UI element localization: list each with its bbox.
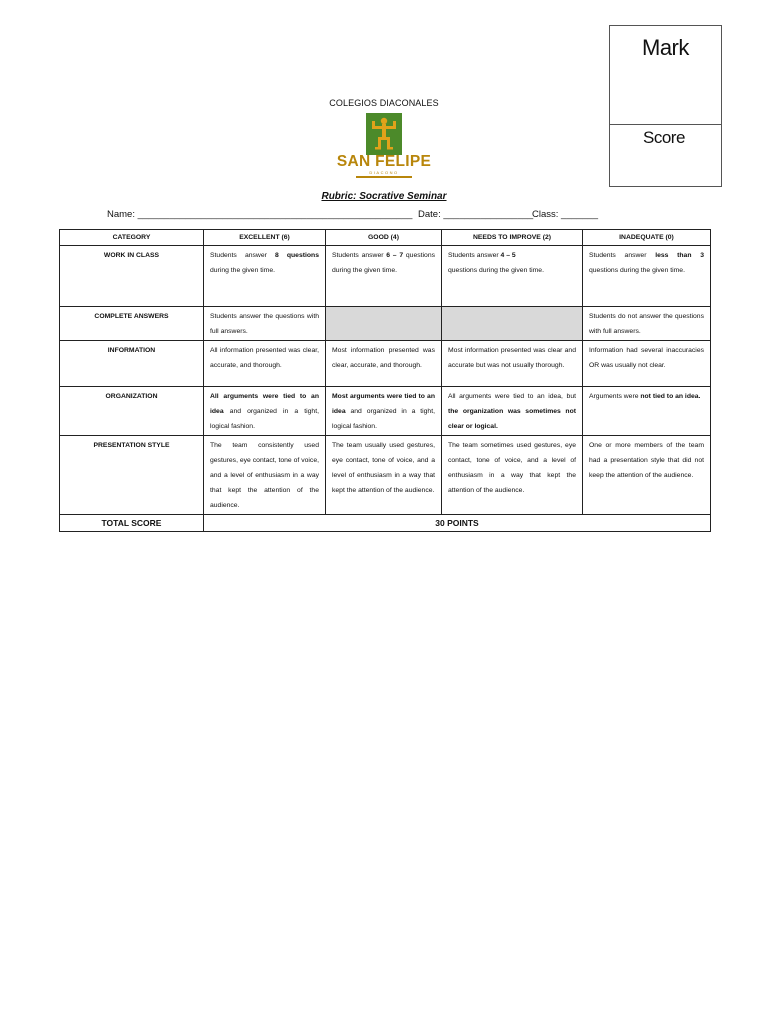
category-information: INFORMATION <box>60 341 204 387</box>
category-presentation-style: PRESENTATION STYLE <box>60 436 204 515</box>
organization-needs-cell: All arguments were tied to an idea, but the organization was sometimes not clear or logical. <box>442 387 583 436</box>
presentation-needs-cell: The team sometimes used gestures, eye contact, tone of voice, and a level of enthusiasm in a way that kept the attention of the audience. <box>442 436 583 515</box>
information-inadequate-cell: Information had several inaccuracies OR was usually not clear. <box>583 341 711 387</box>
class-field[interactable]: Class: _______ <box>532 209 599 220</box>
header-category: CATEGORY <box>60 230 204 246</box>
presentation-good-cell: The team usually used gestures, eye contact, tone of voice, and a level of enthusiasm in a way that kept the attention of the audience. <box>326 436 442 515</box>
header-needs-to-improve: NEEDS TO IMPROVE (2) <box>442 230 583 246</box>
total-score-label: TOTAL SCORE <box>60 515 204 532</box>
score-label: Score <box>643 128 685 147</box>
complete-needs-cell <box>442 307 583 341</box>
category-work-in-class: WORK IN CLASS <box>60 246 204 307</box>
complete-inadequate-cell: Students do not answer the questions with full answers. <box>583 307 711 341</box>
total-row <box>60 515 711 532</box>
table-row <box>60 387 711 436</box>
organization-good-cell: Most arguments were tied to an idea and organized in a tight, logical fashion. <box>326 387 442 436</box>
information-needs-cell: Most information presented was clear and accurate but was not usually thorough. <box>442 341 583 387</box>
table-row <box>60 246 711 307</box>
table-header-row <box>60 230 711 246</box>
table-row <box>60 436 711 515</box>
rubric-table <box>59 229 711 532</box>
table-row <box>60 341 711 387</box>
school-logo-icon <box>366 113 402 155</box>
school-name: COLEGIOS DIACONALES <box>329 98 439 108</box>
mark-score-box <box>609 25 722 187</box>
table-row <box>60 307 711 341</box>
presentation-inadequate-cell: One or more members of the team had a presentation style that did not keep the attention of the audience. <box>583 436 711 515</box>
brand-subtitle: DIACONO <box>369 170 399 175</box>
rubric-title: Rubric: Socrative Seminar <box>321 191 447 202</box>
organization-excellent-cell: All arguments were tied to an idea and organized in a tight, logical fashion. <box>204 387 326 436</box>
work-inadequate-cell: Students answer less than 3 questions during the given time. <box>583 246 711 307</box>
category-complete-answers: COMPLETE ANSWERS <box>60 307 204 341</box>
mark-label: Mark <box>642 35 689 60</box>
header-excellent: EXCELLENT (6) <box>204 230 326 246</box>
work-excellent-cell: Students answer 8 questions during the given time. <box>204 246 326 307</box>
header-good: GOOD (4) <box>326 230 442 246</box>
header-inadequate: INADEQUATE (0) <box>583 230 711 246</box>
total-score-value: 30 POINTS <box>204 515 711 532</box>
name-field[interactable]: Name: ____________________________________________________ <box>107 209 413 220</box>
information-excellent-cell: All information presented was clear, accurate, and thorough. <box>204 341 326 387</box>
brand-underline <box>356 176 412 178</box>
organization-inadequate-cell: Arguments were not tied to an idea. <box>583 387 711 436</box>
work-good-cell: Students answer 6 – 7 questions during the given time. <box>326 246 442 307</box>
brand-name: SAN FELIPE <box>336 153 432 170</box>
complete-good-cell <box>326 307 442 341</box>
complete-excellent-cell: Students answer the questions with full answers. <box>204 307 326 341</box>
work-needs-cell: Students answer 4 – 5 questions during the given time. <box>442 246 583 307</box>
date-field[interactable]: Date: _________________ <box>418 209 534 220</box>
mark-cell <box>610 26 721 125</box>
information-good-cell: Most information presented was clear, accurate, and thorough. <box>326 341 442 387</box>
presentation-excellent-cell: The team consistently used gestures, eye contact, tone of voice, and a level of enthusiasm in a way that kept the attention of the audience. <box>204 436 326 515</box>
score-cell <box>610 124 721 186</box>
category-organization: ORGANIZATION <box>60 387 204 436</box>
